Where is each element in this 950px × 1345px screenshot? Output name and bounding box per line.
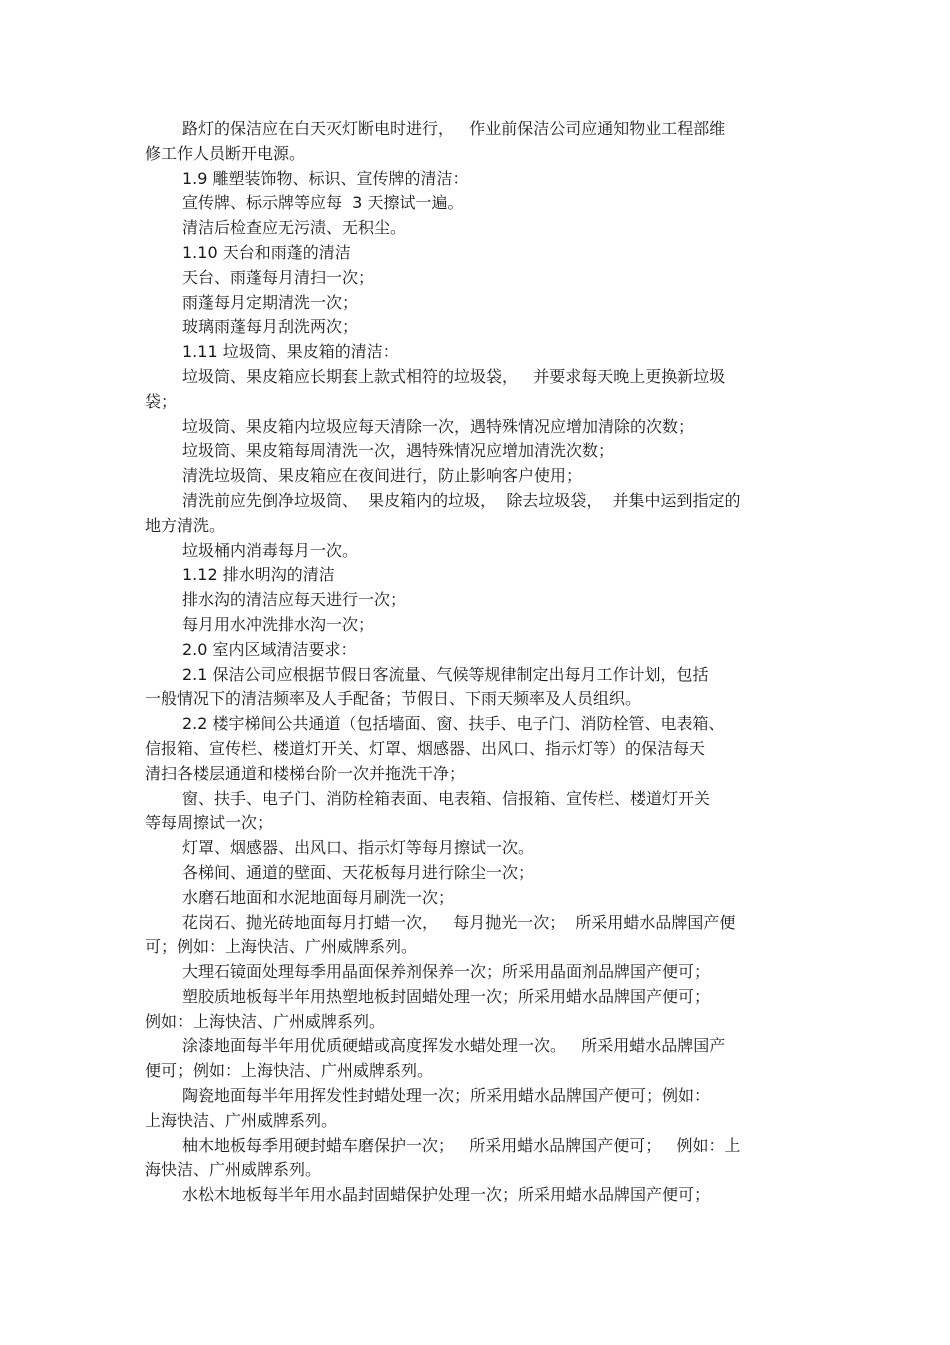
text-line: 1.10 天台和雨蓬的清洁 [182,242,351,262]
text-line: 灯罩、烟感器、出风口、指示灯等每月擦试一次。 [182,838,535,858]
text-line: 1.12 排水明沟的清洁 [182,565,335,585]
text-line: 雨蓬每月定期清洗一次； [182,292,359,312]
text-line: 每月用水冲洗排水沟一次； [182,614,375,634]
text-line: 花岗石、抛光砖地面每月打蜡一次， 每月抛光一次； 所采用蜡水品牌国产便 [182,912,736,932]
text-line: 垃圾筒、果皮箱应长期套上款式相符的垃圾袋， 并要求每天晚上更换新垃圾 [182,366,726,386]
text-line: 信报箱、宣传栏、楼道灯开关、灯罩、烟感器、出风口、指示灯等）的保洁每天 [145,738,706,758]
text-line: 垃圾筒、果皮箱内垃圾应每天清除一次，遇特殊情况应增加清除的次数； [182,416,695,436]
text-line: 海快洁、广州威牌系列。 [145,1160,322,1180]
text-line: 垃圾筒、果皮箱每周清洗一次，遇特殊情况应增加清洗次数； [182,441,615,461]
text-line: 可；例如：上海快洁、广州威牌系列。 [145,937,418,957]
text-line: 玻璃雨蓬每月刮洗两次； [182,317,359,337]
text-line: 水磨石地面和水泥地面每月刷洗一次； [182,887,455,907]
text-line: 清洗垃圾筒、果皮箱应在夜间进行，防止影响客户使用； [182,466,583,486]
text-line: 大理石镜面处理每季用晶面保养剂保养一次；所采用晶面剂品牌国产便可； [182,962,711,982]
text-line: 排水沟的清洁应每天进行一次； [182,590,407,610]
text-line: 2.1 保洁公司应根据节假日客流量、气候等规律制定出每月工作计划，包括 [182,664,709,684]
text-line: 2.2 楼宇梯间公共通道（包括墙面、窗、扶手、电子门、消防栓管、电表箱、 [182,714,725,734]
text-line: 例如：上海快洁、广州威牌系列。 [145,1011,386,1031]
text-line: 各梯间、通道的壁面、天花板每月进行除尘一次； [182,862,535,882]
text-line: 垃圾桶内消毒每月一次。 [182,540,359,560]
document-body [145,117,810,1208]
text-line: 等每周擦试一次； [145,813,274,833]
text-line: 清扫各楼层通道和楼梯台阶一次并拖洗干净； [145,763,466,783]
text-line: 涂漆地面每半年用优质硬蜡或高度挥发水蜡处理一次。 所采用蜡水品牌国产 [182,1036,726,1056]
text-line: 路灯的保洁应在白天灭灯断电时进行， 作业前保洁公司应通知物业工程部维 [182,119,726,138]
text-line: 上海快洁、广州威牌系列。 [145,1110,338,1130]
text-line: 袋； [145,391,178,411]
text-line: 陶瓷地面每半年用挥发性封蜡处理一次；所采用蜡水品牌国产便可；例如： [182,1086,711,1106]
text-line: 修工作人员断开电源。 [145,143,306,163]
text-line: 清洁后检查应无污渍、无积尘。 [182,218,407,238]
text-line: 柚木地板每季用硬封蜡车磨保护一次； 所采用蜡水品牌国产便可； 例如：上 [182,1135,741,1155]
text-line: 1.9 雕塑装饰物、标识、宣传牌的清洁： [182,168,469,188]
text-line: 便可；例如：上海快洁、广州威牌系列。 [145,1061,434,1081]
text-line: 一般情况下的清洁频率及人手配备；节假日、下雨天频率及人员组织。 [145,689,642,709]
text-line: 天台、雨蓬每月清扫一次； [182,267,375,287]
text-line: 清洗前应先倒净垃圾筒、 果皮箱内的垃圾， 除去垃圾袋， 并集中运到指定的 [182,490,741,510]
text-line: 窗、扶手、电子门、消防栓箱表面、电表箱、信报箱、宣传栏、楼道灯开关 [182,788,711,808]
text-line: 宣传牌、标示牌等应每 3 天擦试一遍。 [182,193,464,213]
text-line: 1.11 垃圾筒、果皮箱的清洁： [182,342,399,362]
text-line: 2.0 室内区域清洁要求： [182,639,357,659]
text-line: 塑胶质地板每半年用热塑地板封固蜡处理一次；所采用蜡水品牌国产便可； [182,986,711,1006]
text-line: 水松木地板每半年用水晶封固蜡保护处理一次；所采用蜡水品牌国产便可； [182,1185,711,1205]
text-line: 地方清洗。 [145,515,226,535]
